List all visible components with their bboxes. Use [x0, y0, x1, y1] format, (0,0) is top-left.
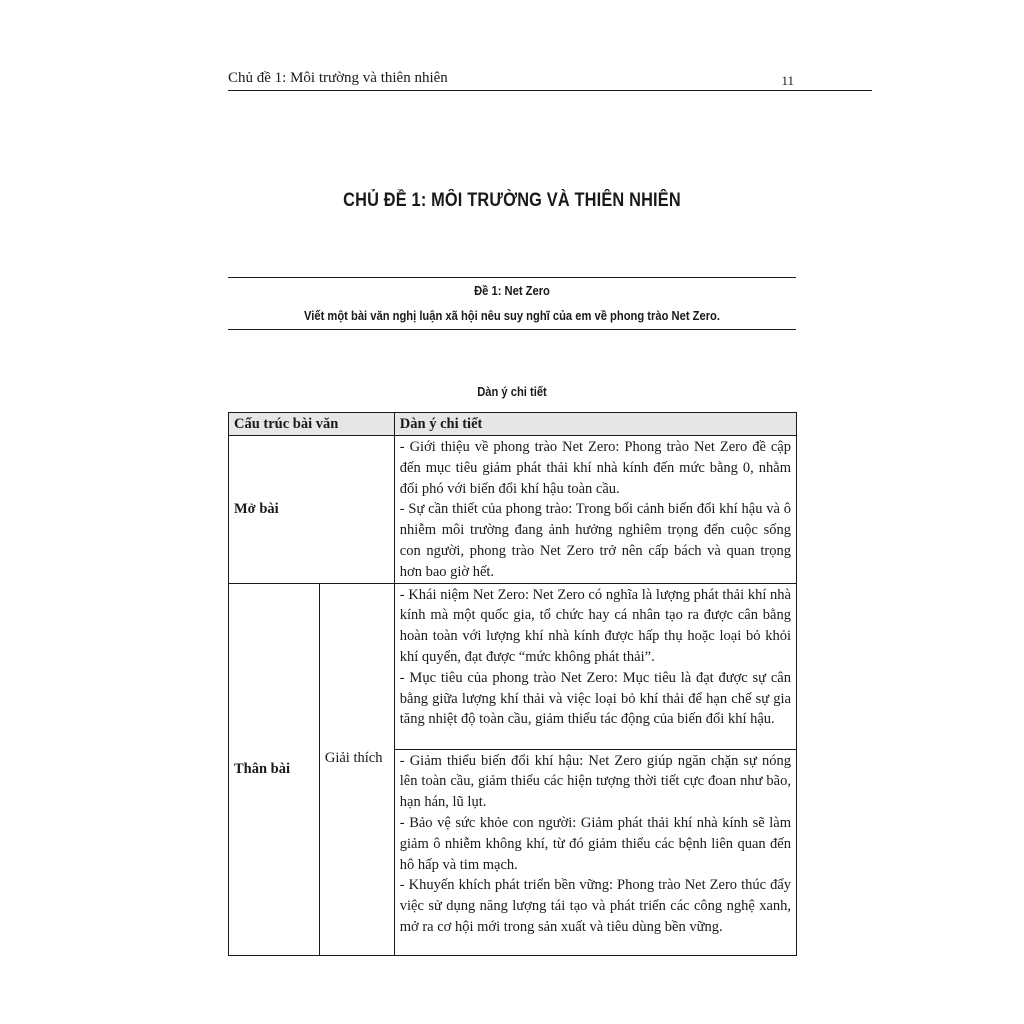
outline-point: - Giới thiệu về phong trào Net Zero: Phong trào Net Zero đề cập đến mục tiêu giảm phát thải khí nhà kính đến mức bằng 0, nhằm đối phó với biến đổi khí hậu toàn cầu. — [399, 439, 791, 497]
section-label-opening: Mở bài — [229, 436, 395, 584]
column-header-outline: Dàn ý chi tiết — [394, 413, 796, 436]
outline-point: - Khuyến khích phát triển bền vững: Phong trào Net Zero thúc đẩy việc sử dụng năng lượng tái tạo và phát triển các công nghệ xanh, mở ra cơ hội mới trong sản xuất và tiêu dùng bền vững. — [399, 877, 791, 935]
content-cell-benefits — [394, 749, 796, 955]
table-row-body-explain — [229, 583, 797, 749]
outline-table — [228, 412, 797, 956]
chapter-header-text: Chủ đề 1: Môi trường và thiên nhiên — [228, 70, 448, 86]
outline-point: - Sự cần thiết của phong trào: Trong bối cảnh biến đổi khí hậu và ô nhiễm môi trường đang ảnh hưởng nghiêm trọng đến cuộc sống con người, phong trào Net Zero trở nên cấp bách và quan trọng hơn bao giờ hết. — [399, 501, 791, 580]
content-cell-explain — [394, 583, 796, 749]
topic-box — [228, 277, 796, 330]
sub-label-explain: Giải thích — [319, 583, 394, 955]
topic-prompt: Viết một bài văn nghị luận xã hội nêu suy nghĩ của em về phong trào Net Zero. — [303, 308, 720, 323]
section-label-body: Thân bài — [229, 583, 320, 955]
outline-point: - Khái niệm Net Zero: Net Zero có nghĩa là lượng phát thải khí nhà kính mà một quốc gia, tổ chức hay cá nhân tạo ra được cân bằng hoàn toàn với lượng khí nhà kính được hấp thụ hoặc loại bỏ khỏi khí quyển, đạt được “mức không phát thải”. — [399, 586, 791, 665]
table-header-row — [229, 413, 797, 436]
page-number: 11 — [781, 73, 794, 88]
outline-point: - Bảo vệ sức khỏe con người: Giảm phát thải khí nhà kính sẽ làm giảm ô nhiễm không khí, từ đó giảm thiểu các bệnh liên quan đến hô hấp và tim mạch. — [399, 814, 791, 873]
column-header-structure: Cấu trúc bài văn — [229, 413, 395, 436]
content-cell-opening — [394, 436, 796, 584]
topic-title: Đề 1: Net Zero — [474, 283, 550, 298]
outline-point: - Giảm thiểu biến đổi khí hậu: Net Zero giúp ngăn chặn sự nóng lên toàn cầu, giảm thiểu các hiện tượng thời tiết cực đoan như bão, hạn hán, lũ lụt. — [399, 752, 791, 811]
page-title: CHỦ ĐỀ 1: MÔI TRƯỜNG VÀ THIÊN NHIÊN — [343, 190, 681, 211]
table-row-opening — [229, 436, 797, 584]
outline-point: - Mục tiêu của phong trào Net Zero: Mục tiêu là đạt được sự cân bằng giữa lượng khí thải và việc loại bỏ khí thải để hạn chế sự gia tăng nhiệt độ toàn cầu, giảm thiểu tác động của biến đổi khí hậu. — [399, 669, 791, 728]
running-header — [228, 68, 872, 91]
outline-heading: Dàn ý chi tiết — [477, 384, 547, 399]
